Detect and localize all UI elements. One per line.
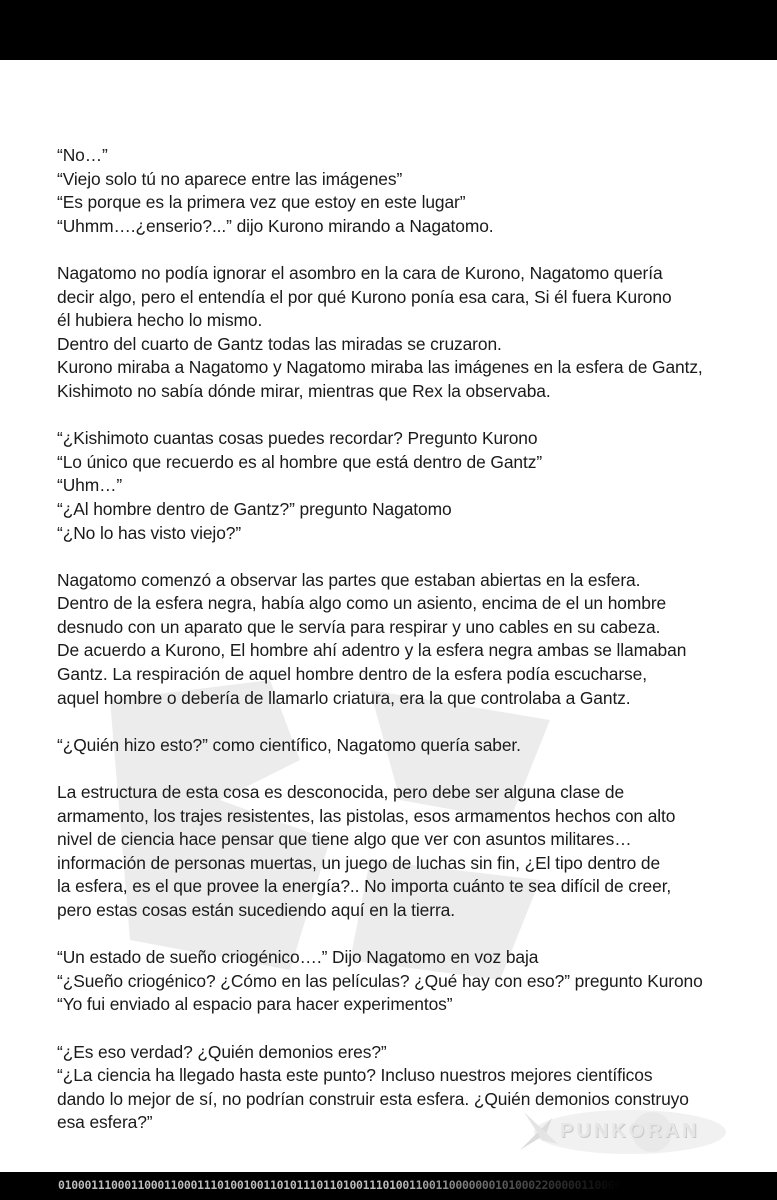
text-line: “¿La ciencia ha llegado hasta este punto? Incluso nuestros mejores científicos	[57, 1065, 653, 1086]
text-line: decir algo, pero el entendía el por qué Kurono ponía esa cara, Si él fuera Kurono	[57, 286, 672, 307]
text-line: “¿Quién hizo esto?” como científico, Nagatomo quería saber.	[57, 734, 521, 755]
text-line: él hubiera hecho lo mismo.	[57, 310, 263, 331]
text-line: “No…”	[57, 145, 108, 165]
paragraph	[57, 781, 757, 923]
scanlation-logo	[512, 1098, 762, 1160]
text-line: “¿Sueño criogénico? ¿Cómo en las películas? ¿Qué hay con eso?” pregunto Kurono	[57, 970, 703, 991]
text-line: información de personas muertas, un juego de luchas sin fin, ¿El tipo dentro de	[57, 852, 661, 873]
top-black-bar	[0, 0, 777, 60]
text-line: Gantz. La respiración de aquel hombre dentro de la esfera podía escucharse,	[57, 664, 647, 685]
paragraph	[57, 569, 757, 711]
text-line: nivel de ciencia hace pensar que tiene algo que ver con asuntos militares…	[57, 829, 632, 850]
bottom-black-bar	[0, 1172, 777, 1200]
text-line: “Uhmm….¿enserio?...” dijo Kurono mirando a Nagatomo.	[57, 215, 494, 236]
document-body	[57, 144, 757, 1159]
text-line: “Un estado de sueño criogénico….” Dijo Nagatomo en voz baja	[57, 947, 539, 968]
text-line: “Uhm…”	[57, 475, 123, 496]
paragraph	[57, 734, 757, 758]
paragraph	[57, 427, 757, 545]
text-line: “¿Kishimoto cuantas cosas puedes recordar? Pregunto Kurono	[57, 428, 538, 449]
text-line: La estructura de esta cosa es desconocida, pero debe ser alguna clase de	[57, 782, 625, 803]
text-line: pero estas cosas están sucediendo aquí en la tierra.	[57, 900, 455, 920]
text-line: “Yo fui enviado al espacio para hacer experimentos”	[57, 994, 453, 1015]
text-line: Nagatomo comenzó a observar las partes que estaban abiertas en la esfera.	[57, 569, 641, 590]
text-line: Kurono miraba a Nagatomo y Nagatomo miraba las imágenes en la esfera de Gantz,	[57, 357, 703, 378]
text-line: Dentro del cuarto de Gantz todas las miradas se cruzaron.	[57, 333, 502, 354]
paragraph	[57, 144, 757, 238]
text-line: dando lo mejor de sí, no podrían construir esta esfera. ¿Quién demonios construyo	[57, 1088, 689, 1109]
text-line: “¿No lo has visto viejo?”	[57, 522, 242, 543]
text-line: Nagatomo no podía ignorar el asombro en la cara de Kurono, Nagatomo quería	[57, 262, 663, 283]
logo-text: PUNKORAN	[560, 1120, 700, 1142]
text-line: “Viejo solo tú no aparece entre las imágenes”	[57, 168, 403, 189]
text-line: “Es porque es la primera vez que estoy en este lugar”	[57, 192, 466, 213]
text-line: esa esfera?”	[57, 1112, 153, 1133]
text-line: armamento, los trajes resistentes, las pistolas, esos armamentos hechos con alto	[57, 805, 676, 826]
text-line: Kishimoto no sabía dónde mirar, mientras que Rex la observaba.	[57, 380, 551, 401]
text-line: “¿Al hombre dentro de Gantz?” pregunto Nagatomo	[57, 498, 452, 519]
text-line: la esfera, es el que provee la energía?.. No importa cuánto te sea difícil de creer,	[57, 876, 672, 897]
paragraph	[57, 946, 757, 1017]
text-line: “¿Es eso verdad? ¿Quién demonios eres?”	[57, 1041, 387, 1062]
text-line: desnudo con un aparato que le servía para respirar y uno cables en su cabeza.	[57, 616, 661, 637]
text-line: aquel hombre o debería de llamarlo criatura, era la que controlaba a Gantz.	[57, 687, 631, 708]
binary-strip: 0100011100011000110001110100100110101110110100111010011001100000001010002200000110000	[58, 1178, 622, 1192]
text-line: De acuerdo a Kurono, El hombre ahí adentro y la esfera negra ambas se llamaban	[57, 640, 687, 661]
text-line: Dentro de la esfera negra, había algo como un asiento, encima de el un hombre	[57, 593, 667, 614]
paragraph	[57, 262, 757, 404]
text-line: “Lo único que recuerdo es al hombre que está dentro de Gantz”	[57, 451, 543, 472]
